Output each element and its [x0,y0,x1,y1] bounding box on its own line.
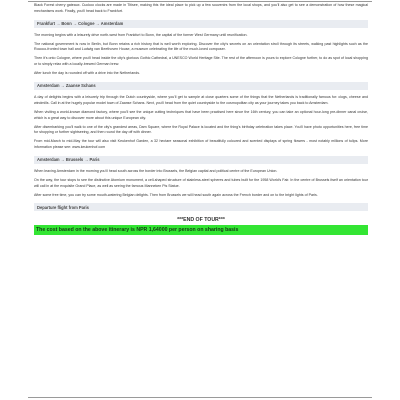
section-header-departure: Departure flight from Paris [34,203,368,211]
section-paragraph: After disembarking you'll walk to one of the city's grandest areas, Dam Square, where the Royal Palace is located and the thing's birthday celebration takes place. You'll have photo opportunities here, free time for shopping or further sightseeing, and then round the day off with dinner. [34,124,368,135]
section-paragraph: On the way, the tour stops to see the distinctive Atomium monument, a cell-shaped structure of stainless-steel spheres and tubes built for the 1958 World's Fair. In the centre of Brussels itself an orientation tour will call in at the exquisite Grand Place, as well as seeing the famous Manneken Pis Statue. [34,177,368,188]
price-banner: The cost based on the above itinerary is NPR 1,64000 per person on sharing basis [34,225,368,235]
intro-paragraph: Black Forest cherry gateaux. Cuckoo clocks are made in Titisee, making this the ideal place to pick up a few souvenirs from the local shops, and you'll also get to see a demonstration of how these magical mechanisms work. Finally, you'll head back to Frankfurt. [34,3,368,13]
section-header-frankfurt-amsterdam: Frankfurt → Bonn → Cologne → Amsterdam [34,20,368,28]
section-paragraph: Then it's onto Cologne, where you'll head inside the city's glorious Gothic Cathedral, a UNESCO World Heritage Site. The rest of the afternoon is yours to explore Cologne further, to do as spot of local shopping or to simply relax with a locally-brewed German brew. [34,56,368,67]
top-border [28,1,372,2]
section-paragraph: After lunch the day is rounded off with a drive into the Netherlands. [34,71,141,76]
section-paragraph: When visiting a world-known diamond factory, where you'll see the unique cutting techniques that have been practised here since the 16th century, you can take an optional hour-long pre-dinner canal cruise, which is a great way to discover more about this unique European city. [34,109,368,120]
end-of-tour-marker: ***END OF TOUR*** [177,217,225,224]
section-header-amsterdam-zaanse-schans: Amsterdam → Zaanse Schans [34,82,368,90]
section-paragraph: A day of delights begins with a leisurely trip through the Dutch countryside, where you'll get to sample at close quarters some of the things that the Netherlands is traditionally famous for: clogs, cheese and windmills. Call in at the hugely popular model town of Zaanse Schans. Next, you'll head from the quiet countryside to the cosmopolitan city as your journey takes you back to Amsterdam. [34,94,368,105]
section-paragraph: The national government is now in Berlin, but Bonn retains a rich history that is well worth exploring. Discover the city's secrets on an orientation stroll through its streets, walking past highlights such as the Rococo-fronted town hall and Ludwig van Beethoven House, a museum celebrating the life of the much-loved composer. [34,41,368,52]
bottom-border [28,397,372,398]
section-paragraph: When leaving Amsterdam in the morning you'll head south across the border into Brussels, the Belgian capital and political centre of the European Union. [34,168,278,173]
section-paragraph: The morning begins with a leisurely drive north-west from Frankfurt to Bonn, the capital of the former West Germany until reunification. [34,32,248,37]
section-paragraph: From mid-March to mid-May the tour will also visit Keukenhof Garden, a 32 hectare seasonal exhibition of beautifully coloured and scented displays of spring flowers - most notably millions of tulips. More information please see: www.keukenhof.com [34,139,368,150]
section-paragraph: After some free time, you can try some mouth-watering Belgian delights. Then from Brussels we will head south again across the French border and on to the bright lights of Paris. [34,192,318,197]
section-header-amsterdam-brussels-paris: Amsterdam → Brussels → Paris [34,156,368,164]
itinerary-content [34,3,368,235]
